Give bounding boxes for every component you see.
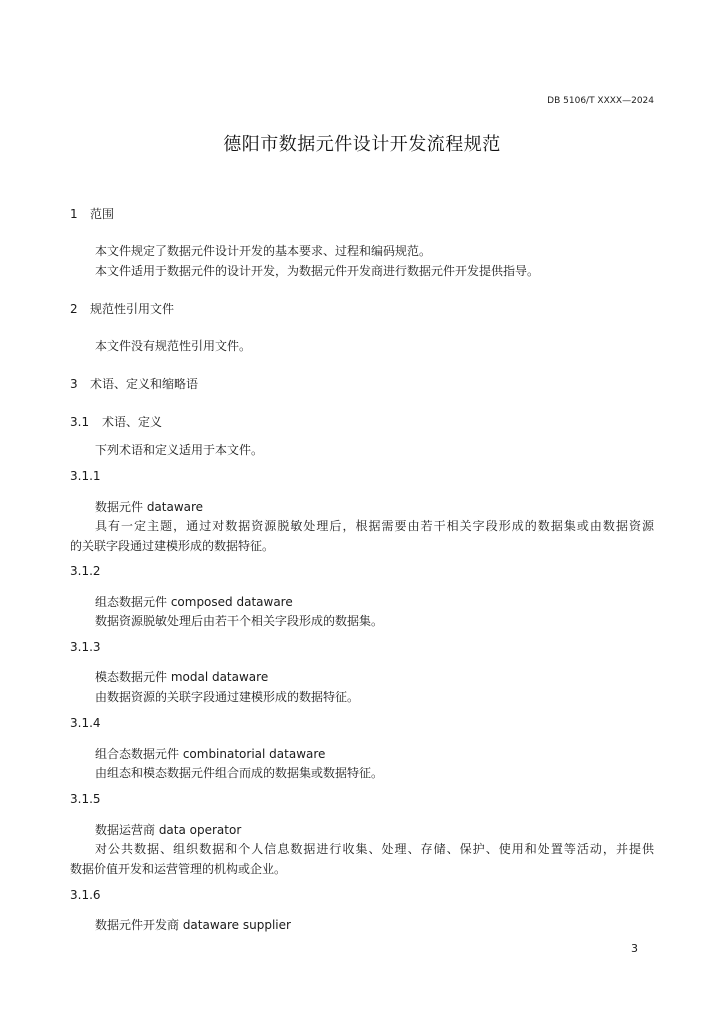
term-definition: 具有一定主题，通过对数据资源脱敏处理后，根据需要由若干相关字段形成的数据集或由数据资源 [95,519,654,533]
term-definition: 由组态和模态数据元件组合而成的数据集或数据特征。 [95,766,384,780]
paragraph: 本文件适用于数据元件的设计开发，为数据元件开发商进行数据元件开发提供指导。 [95,264,540,278]
document-title: 德阳市数据元件设计开发流程规范 [223,134,501,155]
term-definition: 由数据资源的关联字段通过建模形成的数据特征。 [95,690,360,704]
term-number: 3.1.1 [70,469,101,483]
term-definition: 对公共数据、组织数据和个人信息数据进行收集、处理、存储、保护、使用和处置等活动，并提供 [95,842,654,856]
subsection-number: 3.1 [70,415,90,429]
section-number: 1 [70,207,78,221]
term-name: 组态数据元件 composed dataware [95,595,293,609]
term-number: 3.1.4 [70,716,101,730]
term-name: 组合态数据元件 combinatorial dataware [95,747,326,761]
subsection-title: 术语、定义 [102,415,163,429]
term-name: 数据元件开发商 dataware supplier [95,918,291,932]
section-number: 2 [70,302,78,316]
section-2-heading [70,300,174,317]
section-3-heading [70,375,198,392]
term-number: 3.1.2 [70,564,101,578]
term-number: 3.1.3 [70,640,101,654]
paragraph: 下列术语和定义适用于本文件。 [95,443,264,457]
paragraph: 本文件没有规范性引用文件。 [95,339,252,353]
section-title: 范围 [90,207,115,221]
term-definition: 数据价值开发和运营管理的机构或企业。 [70,862,287,876]
term-number: 3.1.5 [70,792,101,806]
term-number: 3.1.6 [70,888,101,902]
standard-code: DB 5106/T XXXX—2024 [547,96,654,106]
term-definition: 数据资源脱敏处理后由若干个相关字段形成的数据集。 [95,614,384,628]
term-name: 数据运营商 data operator [95,823,242,837]
term-name: 模态数据元件 modal dataware [95,670,269,684]
term-definition: 的关联字段通过建模形成的数据特征。 [70,539,275,553]
section-title: 规范性引用文件 [90,302,175,316]
section-1-heading [70,205,114,222]
section-number: 3 [70,377,78,391]
subsection-3-1-heading [70,413,162,430]
term-name: 数据元件 dataware [95,500,204,514]
page-number: 3 [631,942,638,955]
section-title: 术语、定义和缩略语 [90,377,199,391]
paragraph: 本文件规定了数据元件设计开发的基本要求、过程和编码规范。 [95,244,432,258]
